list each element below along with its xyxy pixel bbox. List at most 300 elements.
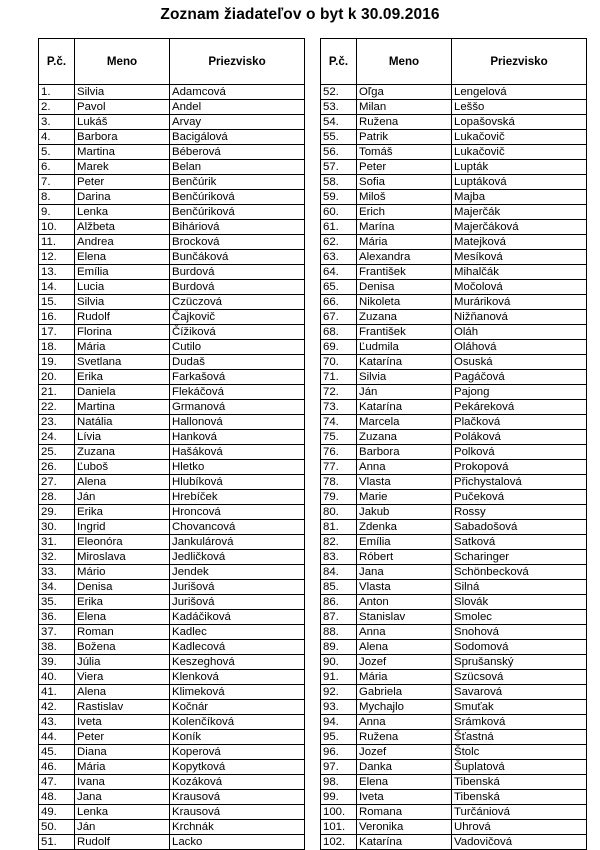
row-number: 102. <box>321 835 357 850</box>
surname: Luptáková <box>452 175 587 190</box>
first-name: Elena <box>357 775 452 790</box>
surname: Prokopová <box>452 460 587 475</box>
first-name: Anna <box>357 625 452 640</box>
row-number: 80. <box>321 505 357 520</box>
surname: Hlubíková <box>170 475 305 490</box>
surname: Hanková <box>170 430 305 445</box>
first-name: Martina <box>75 145 170 160</box>
table-row <box>321 595 587 610</box>
table-row <box>321 175 587 190</box>
first-name: Ľuboš <box>75 460 170 475</box>
row-number: 100. <box>321 805 357 820</box>
table-row <box>39 760 305 775</box>
surname: Keszeghová <box>170 655 305 670</box>
first-name: Júlia <box>75 655 170 670</box>
row-number: 27. <box>39 475 75 490</box>
header-surname: Priezvisko <box>452 39 587 85</box>
table-row <box>321 115 587 130</box>
row-number: 20. <box>39 370 75 385</box>
surname: Andel <box>170 100 305 115</box>
first-name: Zuzana <box>357 310 452 325</box>
table-row <box>39 430 305 445</box>
row-number: 65. <box>321 280 357 295</box>
row-number: 86. <box>321 595 357 610</box>
surname: Bacigálová <box>170 130 305 145</box>
first-name: Andrea <box>75 235 170 250</box>
surname: Scharinger <box>452 550 587 565</box>
row-number: 78. <box>321 475 357 490</box>
surname: Polková <box>452 445 587 460</box>
row-number: 51. <box>39 835 75 850</box>
table-row <box>321 520 587 535</box>
row-number: 10. <box>39 220 75 235</box>
surname: Smuťak <box>452 700 587 715</box>
first-name: Martina <box>75 400 170 415</box>
table-row <box>321 295 587 310</box>
first-name: Milan <box>357 100 452 115</box>
table-row <box>39 775 305 790</box>
table-row <box>39 655 305 670</box>
table-row <box>321 415 587 430</box>
row-number: 77. <box>321 460 357 475</box>
first-name: Jakub <box>357 505 452 520</box>
table-row <box>39 280 305 295</box>
row-number: 91. <box>321 670 357 685</box>
row-number: 5. <box>39 145 75 160</box>
table-row <box>321 385 587 400</box>
table-row <box>39 490 305 505</box>
row-number: 84. <box>321 565 357 580</box>
table-row <box>39 145 305 160</box>
table-row <box>39 505 305 520</box>
first-name: Erich <box>357 205 452 220</box>
surname: Nižňanová <box>452 310 587 325</box>
first-name: Anna <box>357 460 452 475</box>
table-row <box>39 565 305 580</box>
first-name: Marie <box>357 490 452 505</box>
header-first-name: Meno <box>357 39 452 85</box>
table-row <box>39 415 305 430</box>
surname: Kopytková <box>170 760 305 775</box>
table-row <box>39 805 305 820</box>
surname: Lengelová <box>452 85 587 100</box>
table-row <box>321 805 587 820</box>
surname: Chovancová <box>170 520 305 535</box>
surname: Pučeková <box>452 490 587 505</box>
row-number: 70. <box>321 355 357 370</box>
row-number: 35. <box>39 595 75 610</box>
row-number: 31. <box>39 535 75 550</box>
row-number: 16. <box>39 310 75 325</box>
row-number: 83. <box>321 550 357 565</box>
first-name: Ivana <box>75 775 170 790</box>
table-row <box>321 550 587 565</box>
first-name: Erika <box>75 370 170 385</box>
table-row <box>321 610 587 625</box>
surname: Sabadošová <box>452 520 587 535</box>
first-name: Ján <box>75 490 170 505</box>
surname: Lacko <box>170 835 305 850</box>
surname: Hašáková <box>170 445 305 460</box>
surname: Flekáčová <box>170 385 305 400</box>
row-number: 79. <box>321 490 357 505</box>
first-name: Silvia <box>357 370 452 385</box>
surname: Hrebíček <box>170 490 305 505</box>
first-name: Katarína <box>357 355 452 370</box>
row-number: 69. <box>321 340 357 355</box>
surname: Majerčáková <box>452 220 587 235</box>
table-row <box>39 535 305 550</box>
surname: Hroncová <box>170 505 305 520</box>
row-number: 3. <box>39 115 75 130</box>
first-name: František <box>357 265 452 280</box>
table-row <box>39 340 305 355</box>
row-number: 49. <box>39 805 75 820</box>
surname: Hletko <box>170 460 305 475</box>
surname: Brocková <box>170 235 305 250</box>
surname: Hallonová <box>170 415 305 430</box>
row-number: 17. <box>39 325 75 340</box>
row-number: 67. <box>321 310 357 325</box>
table-row <box>39 130 305 145</box>
row-number: 50. <box>39 820 75 835</box>
surname: Oláhová <box>452 340 587 355</box>
first-name: Daniela <box>75 385 170 400</box>
surname: Šťastná <box>452 730 587 745</box>
table-row <box>321 310 587 325</box>
surname: Krausová <box>170 790 305 805</box>
first-name: Božena <box>75 640 170 655</box>
row-number: 41. <box>39 685 75 700</box>
first-name: Emília <box>357 535 452 550</box>
surname: Lukačovič <box>452 145 587 160</box>
first-name: František <box>357 325 452 340</box>
row-number: 6. <box>39 160 75 175</box>
table-row <box>39 295 305 310</box>
table-row <box>39 100 305 115</box>
first-name: Alena <box>75 685 170 700</box>
first-name: Denisa <box>357 280 452 295</box>
surname: Krchnák <box>170 820 305 835</box>
table-row <box>39 835 305 850</box>
first-name: Rudolf <box>75 310 170 325</box>
row-number: 56. <box>321 145 357 160</box>
first-name: Anna <box>357 715 452 730</box>
first-name: Pavol <box>75 100 170 115</box>
first-name: Elena <box>75 610 170 625</box>
surname: Silná <box>452 580 587 595</box>
surname: Biháriová <box>170 220 305 235</box>
table-row <box>321 130 587 145</box>
row-number: 9. <box>39 205 75 220</box>
row-number: 7. <box>39 175 75 190</box>
surname: Kadáčiková <box>170 610 305 625</box>
first-name: Lucia <box>75 280 170 295</box>
table-row <box>39 370 305 385</box>
row-number: 72. <box>321 385 357 400</box>
first-name: Marek <box>75 160 170 175</box>
table-row <box>39 325 305 340</box>
first-name: Silvia <box>75 295 170 310</box>
table-row <box>321 205 587 220</box>
surname: Kolenčíková <box>170 715 305 730</box>
row-number: 55. <box>321 130 357 145</box>
table-row <box>39 400 305 415</box>
surname: Savarová <box>452 685 587 700</box>
table-row <box>39 685 305 700</box>
row-number: 1. <box>39 85 75 100</box>
first-name: Darina <box>75 190 170 205</box>
table-row <box>39 85 305 100</box>
row-number: 39. <box>39 655 75 670</box>
row-number: 48. <box>39 790 75 805</box>
row-number: 45. <box>39 745 75 760</box>
first-name: Florina <box>75 325 170 340</box>
first-name: Alena <box>357 640 452 655</box>
surname: Koník <box>170 730 305 745</box>
table-row <box>39 475 305 490</box>
table-row <box>321 580 587 595</box>
applicants-table-right <box>320 38 587 850</box>
table-row <box>321 820 587 835</box>
row-number: 30. <box>39 520 75 535</box>
table-row <box>39 205 305 220</box>
first-name: Svetlana <box>75 355 170 370</box>
surname: Satková <box>452 535 587 550</box>
first-name: Alena <box>75 475 170 490</box>
table-row <box>321 400 587 415</box>
row-number: 52. <box>321 85 357 100</box>
row-number: 63. <box>321 250 357 265</box>
surname: Klenková <box>170 670 305 685</box>
first-name: Oľga <box>357 85 452 100</box>
first-name: Sofia <box>357 175 452 190</box>
surname: Belan <box>170 160 305 175</box>
row-number: 71. <box>321 370 357 385</box>
row-number: 12. <box>39 250 75 265</box>
row-number: 2. <box>39 100 75 115</box>
row-number: 40. <box>39 670 75 685</box>
table-row <box>39 670 305 685</box>
surname: Pagáčová <box>452 370 587 385</box>
table-row <box>321 370 587 385</box>
row-number: 68. <box>321 325 357 340</box>
row-number: 44. <box>39 730 75 745</box>
table-row <box>39 580 305 595</box>
table-row <box>321 775 587 790</box>
row-number: 89. <box>321 640 357 655</box>
header-first-name: Meno <box>75 39 170 85</box>
row-number: 32. <box>39 550 75 565</box>
surname: Majerčák <box>452 205 587 220</box>
row-number: 21. <box>39 385 75 400</box>
table-row <box>39 820 305 835</box>
surname: Plačková <box>452 415 587 430</box>
row-number: 62. <box>321 235 357 250</box>
surname: Jedličková <box>170 550 305 565</box>
table-row <box>321 670 587 685</box>
table-row <box>321 280 587 295</box>
surname: Krausová <box>170 805 305 820</box>
surname: Koperová <box>170 745 305 760</box>
table-row <box>321 505 587 520</box>
surname: Burdová <box>170 280 305 295</box>
first-name: Jana <box>75 790 170 805</box>
first-name: Miloš <box>357 190 452 205</box>
table-row <box>39 355 305 370</box>
table-row <box>39 595 305 610</box>
table-row <box>39 235 305 250</box>
table-row <box>321 835 587 850</box>
table-row <box>321 355 587 370</box>
first-name: Stanislav <box>357 610 452 625</box>
first-name: Jozef <box>357 655 452 670</box>
first-name: Zdenka <box>357 520 452 535</box>
first-name: Mária <box>75 340 170 355</box>
row-number: 88. <box>321 625 357 640</box>
row-number: 75. <box>321 430 357 445</box>
surname: Tibenská <box>452 790 587 805</box>
table-row <box>39 310 305 325</box>
first-name: Lukáš <box>75 115 170 130</box>
surname: Adamcová <box>170 85 305 100</box>
surname: Benčúriková <box>170 190 305 205</box>
row-number: 81. <box>321 520 357 535</box>
first-name: Viera <box>75 670 170 685</box>
first-name: Lenka <box>75 205 170 220</box>
row-number: 13. <box>39 265 75 280</box>
first-name: Peter <box>75 730 170 745</box>
surname: Osuská <box>452 355 587 370</box>
table-row <box>321 190 587 205</box>
table-row <box>39 790 305 805</box>
first-name: Zuzana <box>357 430 452 445</box>
row-number: 38. <box>39 640 75 655</box>
row-number: 18. <box>39 340 75 355</box>
surname: Jurišová <box>170 580 305 595</box>
table-row <box>39 115 305 130</box>
first-name: Jozef <box>357 745 452 760</box>
first-name: Lenka <box>75 805 170 820</box>
table-row <box>321 85 587 100</box>
row-number: 33. <box>39 565 75 580</box>
row-number: 46. <box>39 760 75 775</box>
surname: Oláh <box>452 325 587 340</box>
surname: Rossy <box>452 505 587 520</box>
table-row <box>321 715 587 730</box>
row-number: 74. <box>321 415 357 430</box>
surname: Sprušanský <box>452 655 587 670</box>
row-number: 47. <box>39 775 75 790</box>
surname: Lupták <box>452 160 587 175</box>
surname: Muráriková <box>452 295 587 310</box>
row-number: 90. <box>321 655 357 670</box>
row-number: 61. <box>321 220 357 235</box>
surname: Čížiková <box>170 325 305 340</box>
row-number: 54. <box>321 115 357 130</box>
first-name: Patrik <box>357 130 452 145</box>
first-name: Barbora <box>357 445 452 460</box>
table-row <box>321 145 587 160</box>
surname: Uhrová <box>452 820 587 835</box>
table-row <box>321 700 587 715</box>
table-row <box>321 490 587 505</box>
surname: Jurišová <box>170 595 305 610</box>
first-name: Lívia <box>75 430 170 445</box>
row-number: 19. <box>39 355 75 370</box>
surname: Mesíková <box>452 250 587 265</box>
row-number: 73. <box>321 400 357 415</box>
row-number: 53. <box>321 100 357 115</box>
table-row <box>321 655 587 670</box>
row-number: 96. <box>321 745 357 760</box>
surname: Tibenská <box>452 775 587 790</box>
first-name: Iveta <box>75 715 170 730</box>
row-number: 59. <box>321 190 357 205</box>
table-row <box>321 325 587 340</box>
row-number: 101. <box>321 820 357 835</box>
first-name: Mychajlo <box>357 700 452 715</box>
table-row <box>321 640 587 655</box>
table-row <box>39 715 305 730</box>
table-row <box>321 160 587 175</box>
surname: Pajong <box>452 385 587 400</box>
table-row <box>321 475 587 490</box>
surname: Leššo <box>452 100 587 115</box>
table-row <box>321 745 587 760</box>
row-number: 66. <box>321 295 357 310</box>
surname: Srámková <box>452 715 587 730</box>
first-name: Danka <box>357 760 452 775</box>
table-row <box>39 520 305 535</box>
first-name: Romana <box>357 805 452 820</box>
surname: Bunčáková <box>170 250 305 265</box>
surname: Smolec <box>452 610 587 625</box>
first-name: Silvia <box>75 85 170 100</box>
table-row <box>39 385 305 400</box>
surname: Cutilo <box>170 340 305 355</box>
table-row <box>321 685 587 700</box>
surname: Dudaš <box>170 355 305 370</box>
table-row <box>39 625 305 640</box>
row-number: 26. <box>39 460 75 475</box>
first-name: Ján <box>75 820 170 835</box>
row-number: 22. <box>39 400 75 415</box>
row-number: 28. <box>39 490 75 505</box>
table-row <box>39 745 305 760</box>
first-name: Mária <box>357 235 452 250</box>
first-name: Veronika <box>357 820 452 835</box>
first-name: Katarína <box>357 400 452 415</box>
surname: Kozáková <box>170 775 305 790</box>
surname: Grmanová <box>170 400 305 415</box>
row-number: 93. <box>321 700 357 715</box>
row-number: 43. <box>39 715 75 730</box>
header-row <box>321 39 587 85</box>
table-row <box>321 265 587 280</box>
surname: Benčúrik <box>170 175 305 190</box>
first-name: Zuzana <box>75 445 170 460</box>
table-row <box>321 460 587 475</box>
row-number: 23. <box>39 415 75 430</box>
surname: Snohová <box>452 625 587 640</box>
surname: Poláková <box>452 430 587 445</box>
table-row <box>321 535 587 550</box>
row-number: 95. <box>321 730 357 745</box>
first-name: Ružena <box>357 730 452 745</box>
first-name: Marína <box>357 220 452 235</box>
header-number: P.č. <box>321 39 357 85</box>
